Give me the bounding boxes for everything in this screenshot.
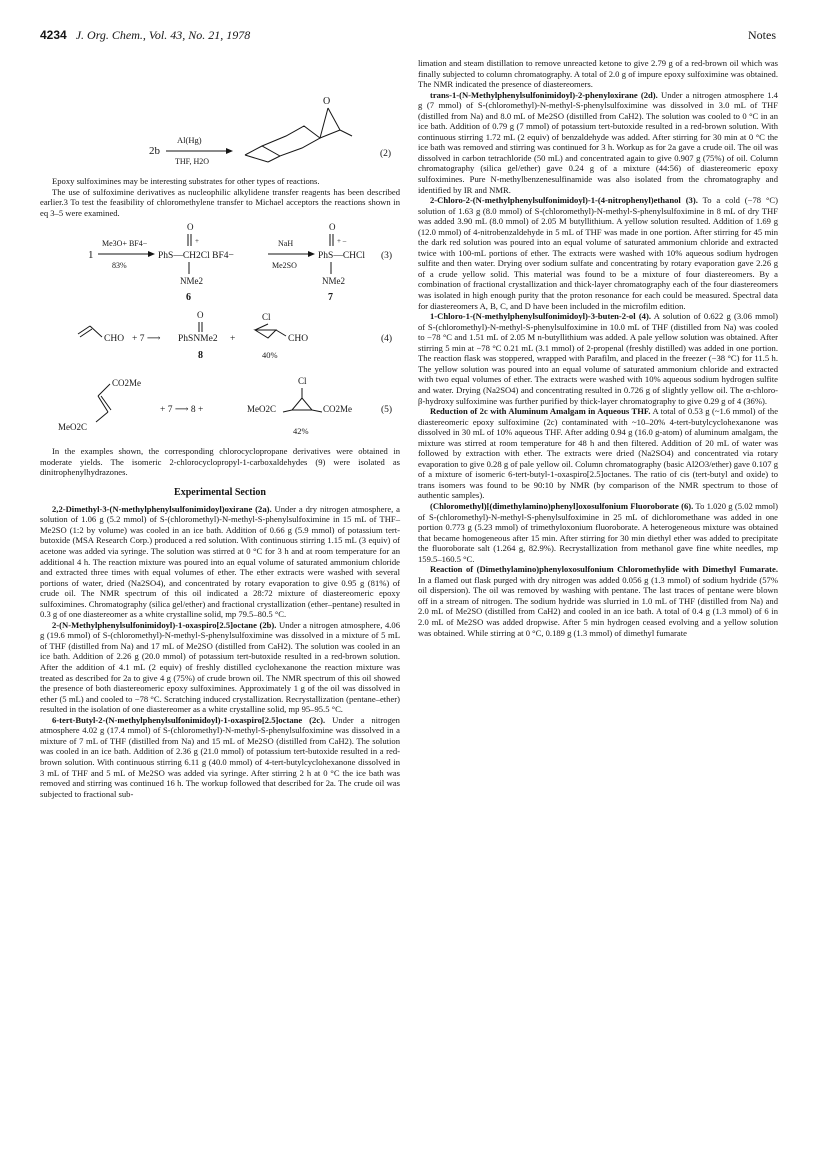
page-header bbox=[40, 28, 776, 42]
procedure-2c bbox=[40, 715, 400, 799]
eq5-cyclopropane-structure bbox=[283, 388, 322, 412]
right-column bbox=[418, 58, 778, 638]
eq3-arrowhead-1 bbox=[148, 251, 155, 257]
scheme-eq5 bbox=[40, 374, 400, 446]
eq2-reactant: 2b bbox=[149, 145, 160, 157]
procedure-3 bbox=[418, 195, 778, 311]
procedure-6-title: (Chloromethyl)[(dimethylamino)phenyl]oxosulfonium Fluoroborate (6). bbox=[430, 500, 694, 511]
eq2-substituent-bond bbox=[340, 130, 352, 136]
eq2-product-structure bbox=[245, 108, 352, 162]
eq4-o-top: O bbox=[197, 310, 204, 321]
procedure-2b-body: Under a nitrogen atmosphere, 4.06 g (19.6 mmol) of S-(chloromethyl)-N-methyl-S-phenylsulfoximine was dissolved in a mixture of 5 mL of THF (distilled from Na) and 17 mL of Me2SO (distilled from CaH2). The solution was cooled in an ice bath. Addition of 2.26 g (20.0 mmol) of potassium tert-butoxide resulted in a red-brown solution. After the addition of 4.1 mL (2 equiv) of freshly distilled cyclohexanone the reaction mixture was treated as described for 2a to give 4 g (75%) of crude brown oil. The NMR spectrum of this oil showed the presence of both diastereomeric epoxy sulfoximines. Approximately 1 g of the oil was dissolved in ether (5 mL) and cooled to −78 °C. Scratching induced crystallization. Recrystallization (pentane–ether) resulted in the isolation of one diastereomer as a white crystalline solid, mp 95–95.5 °C. bbox=[40, 619, 400, 715]
eq2-reagent-bottom: THF, H2O bbox=[175, 157, 210, 166]
eq2-svg bbox=[40, 58, 400, 176]
procedure-2a-body: Under a dry nitrogen atmosphere, a solution of 1.06 g (5.2 mmol) of S-(chloromethyl)-N-methyl-S-phenylsulfoximine in 15 mL of THF–Me2SO (1:2 by volume) was cooled in an ice bath. Addition of 0.66 g (5.9 mmol) of potassium tert-butoxide (MSA Research Corp.) produced a red solution. With continuous stirring 1.15 mL (3 equiv) of acetone was added via syringe. The solution was stirred at 0 °C for 3 h and at room temperature for an additional 4 h. The reaction mixture was poured into an equal volume of saturated ammonium chloride and extracted three times with equal volumes of ether. The ether extracts were washed with several portions of water, dried (Na2SO4), and concentrated by rotary evaporation to give 0.95 g (81%) of crude oil. The NMR spectrum of this oil indicated a 28:72 mixture of diastereomeric epoxy sulfoximines. Chromatography (silica gel/ether) and fractional crystallization (ether–pentane) resulted in 0.3 g of one diastereomer as a white crystalline solid, mp 79.5–80.5 °C. bbox=[40, 503, 400, 620]
eq4-number: (4) bbox=[381, 334, 393, 345]
eq2-epoxide-bond-c bbox=[320, 130, 340, 138]
eq3-plus-minus: + – bbox=[337, 237, 347, 246]
procedure-2d-body: Under a nitrogen atmosphere 1.4 g (7 mmol) of S-(chloromethyl)-N-methyl-S-phenylsulfoximine was dissolved in 3.0 mL of THF (distilled from Na) and 8.0 mL of Me2SO (distilled from CaH2). The solution was cooled to 0 °C in an ice bath. Addition of 0.79 g (7 mmol) of potassium tert-butoxide resulted in a red-brown solution. With continuous stirring 1.72 mL (2 equiv) of benzaldehyde was added. After stirring for 30 min at 0 °C the ice bath was removed and stirring was continued for 3 h. Workup as for 2a gave a crude oil. The oil was dissolved in carbon tetrachloride (50 mL) and concentrated again to give 0.907 g (75%) of oil. Column chromatography (silica gel/ether) gave 0.24 g of a mixture (44:56) of diastereomeric epoxy sulfoximines. Pure N-methylbenzenesulfinamide was also isolated from the chromatography and identified by IR and NMR. bbox=[418, 89, 778, 195]
eq5-ring bbox=[292, 398, 312, 410]
procedure-2b-title: 2-(N-Methylphenylsulfonimidoyl)-1-oxaspiro[2.5]octane (2b). bbox=[52, 619, 277, 630]
procedure-2c-body: Under a nitrogen atmosphere 4.02 g (17.4 mmol) of S-(chloromethyl)-N-methyl-S-phenylsulfoximine was dissolved in a mixture of 7 mL of THF (distilled from Na) and 15 mL of Me2SO (distilled from CaH2). The solution was cooled in an ice bath. Addition of 2.36 g (21.0 mmol) of potassium tert-butoxide resulted in a red-brown solution. With continuous stirring 6.11 g (40.0 mmol) of 4-tert-butylcyclohexanone dissolved in 3 mL of THF and 5 mL of Me2SO was added via syringe. After stirring 2 h at 0 °C the ice bath was removed and stirring was continued 16 h. The workup followed that described for 2a. The crude oil was subjected to fractional sub- bbox=[40, 714, 400, 799]
eq4-cho: CHO bbox=[288, 334, 309, 345]
procedure-fumarate-title: Reaction of (Dimethylamino)phenyloxosulfonium Chloromethylide with Dimethyl Fumarate. bbox=[430, 564, 778, 575]
eq2-oxygen-label: O bbox=[323, 96, 331, 107]
eq5-left-bond bbox=[283, 410, 292, 412]
eq4-cyclopropane-structure bbox=[255, 324, 286, 338]
eq3-product-a: PhS—CH2Cl BF4− bbox=[158, 251, 234, 262]
eq4-vinyl-bond-b bbox=[90, 326, 102, 337]
eq3-svg bbox=[40, 218, 400, 304]
running-head-left bbox=[40, 28, 250, 43]
intro-paragraph-3: In the examples shown, the corresponding chlorocyclopropane derivatives were obtained in moderate yields. The isomeric 2-chlorocyclopropyl-1-carboxaldehydes (9) were isolated as dinitrophenylhydrazones. bbox=[40, 446, 400, 478]
procedure-4-body: A solution of 0.622 g (3.06 mmol) of S-(chloromethyl)-N-methyl-S-phenylsulfoximine in 10.0 mL of THF (distilled from Na) was cooled to −78 °C and 1.51 mL of 2.05 M n-butyllithium was added. A pale yellow solution was obtained. After stirring 5 min at −78 °C 0.21 mL (3.1 mmol) of 2-propenal (freshly distilled) was added in one portion. The reaction flask was stoppered, wrapped with Parafilm, and placed in the freezer (−38 °C) for 11.5 h. The yellow solution was poured into an equal volume of saturated ammonium chloride and extracted with two equal volumes of ether. The extracts were washed with 10% aqueous sodium hydrogen sulfite and water. Drying (Na2SO4) and concentrating resulted in 0.726 g of slightly yellow oil. The α-chloro-β-hydroxy sulfoximine was further purified by thick-layer chromatography to give 0.29 g of 4 (36%). bbox=[418, 311, 778, 406]
procedure-fumarate-body: In a flamed out flask purged with dry nitrogen was added 0.056 g (1.3 mmol) of sodium hydride (57% oil dispersion). The oil was removed by washing with pentane. The last traces of pentane were blown off in a stream of nitrogen. The sodium hydride was slurried in 1.0 mL of THF (distilled from Na) and 2.0 mL of Me2SO (distilled from CaH2) and cooled in an ice bath. A total of 0.4 g (1.3 mmol) of 6 in 2.0 mL of Me2SO was added dropwise. After 5 min hydrogen ceased evolving and a yellow solution was obtained. While stirring at 0 °C, 0.189 g (1.3 mmol) of dimethyl fumarate bbox=[418, 574, 778, 638]
eq4-ring bbox=[255, 330, 276, 338]
eq3-number: (3) bbox=[381, 251, 393, 262]
eq5-right-bond bbox=[312, 410, 322, 412]
eq5-meo2c: MeO2C bbox=[58, 422, 87, 433]
eq5-number: (5) bbox=[381, 405, 393, 416]
eq4-acrolein-structure bbox=[78, 326, 102, 337]
scheme-eq2 bbox=[40, 58, 400, 176]
scheme-eq3 bbox=[40, 218, 400, 304]
eq4-plus: + bbox=[230, 334, 236, 345]
eq2-epoxide-bond-a bbox=[320, 108, 328, 138]
eq4-label: 8 bbox=[198, 350, 203, 362]
eq4-yield: 40% bbox=[262, 350, 278, 361]
eq3-nme2-a: NMe2 bbox=[180, 276, 203, 287]
eq3-arrowhead-2 bbox=[308, 251, 315, 257]
eq2-ring-bond-b bbox=[245, 155, 268, 162]
eq5-reaction: + 7 ⟶ 8 + bbox=[160, 405, 204, 416]
eq5-fumarate-structure bbox=[96, 384, 111, 422]
experimental-section-heading: Experimental Section bbox=[174, 486, 266, 498]
eq4-vinyl-bond-a2 bbox=[80, 329, 92, 337]
eq4-plus-seven: + 7 ⟶ bbox=[132, 334, 161, 345]
eq5-bond-c bbox=[96, 412, 108, 422]
eq2-number: (2) bbox=[380, 149, 392, 159]
procedure-fumarate bbox=[418, 564, 778, 638]
procedure-reduction bbox=[418, 406, 778, 501]
eq5-svg bbox=[40, 374, 400, 446]
procedure-2c-title: 6-tert-Butyl-2-(N-methylphenylsulfonimidoyl)-1-oxaspiro[2.5]octane (2c). bbox=[52, 714, 326, 725]
procedure-6 bbox=[418, 501, 778, 564]
eq5-co2me-prod: CO2Me bbox=[323, 404, 352, 415]
procedure-3-title: 2-Chloro-2-(N-methylphenylsulfonimidoyl)-1-(4-nitrophenyl)ethanol (3). bbox=[430, 195, 698, 206]
eq3-product-b: PhS—CHCl bbox=[318, 251, 365, 262]
eq3-o-top-b: O bbox=[329, 222, 336, 233]
eq3-label-a: 6 bbox=[186, 292, 191, 304]
procedure-2a-title: 2,2-Dimethyl-3-(N-methylphenylsulfonimidoyl)oxirane (2a). bbox=[52, 503, 272, 514]
eq4-cl-bond bbox=[255, 324, 268, 330]
eq2-reagent-top: Al(Hg) bbox=[177, 135, 202, 145]
left-column bbox=[40, 58, 400, 799]
procedure-reduction-title: Reduction of 2c with Aluminum Amalgam in Aqueous THF. bbox=[430, 406, 651, 417]
procedure-2a bbox=[40, 504, 400, 620]
eq3-yield: 83% bbox=[112, 261, 127, 271]
procedure-2d-title: trans-1-(N-Methylphenylsulfonimidoyl)-2-phenyloxirane (2d). bbox=[430, 89, 658, 100]
procedure-3-body: To a cold (−78 °C) solution of 1.63 g (8.0 mmol) of S-(chloromethyl)-N-methyl-S-phenylsulfoximine in 8 mL of dry THF was added 3.90 mL (8.0 mmol) of 2.05 M butyllithium. A yellow solution resulted. Addition of 1.69 g (12.0 mmol) of 4-nitrobenzaldehyde in 5 mL of THF was made in one portion. After stirring for 45 min the dark red solution was poured into an equal volume of saturated ammonium chloride and extracted twice with 100-mL portions of ether. The extracts were washed with 10% aqueous sodium hydrogen sulfite and then water. Drying over sodium sulfate and concentrating by rotary evaporation gave 2.26 g of a crude yellow solid. This material was found to be a mixture of four diastereomers. By a combination of fractional crystallization and thick-layer chromatography each of the four diastereomers was isolated in high enough purity that the proton resonance for each could be measured. Spectral data for diastereomers A, B, C, and D have been included in the microfilm edition. bbox=[418, 195, 779, 311]
eq3-nah: NaH bbox=[278, 239, 294, 249]
eq4-cl: Cl bbox=[262, 312, 271, 323]
eq2-epoxide-bond-b bbox=[328, 108, 340, 130]
procedure-2c-continued: limation and steam distillation to remove unreacted ketone to give 2.79 g of a red-brown oil which was finally subjected to column chromatography. A total of 2.0 g of impure epoxy sulfoximine was obtained. The NMR indicated the presence of diastereomers. bbox=[418, 58, 778, 90]
eq4-cho-bond bbox=[276, 330, 286, 336]
eq2-ring-bonds bbox=[245, 126, 320, 156]
section-label: Notes bbox=[748, 28, 776, 42]
procedure-4 bbox=[418, 311, 778, 406]
eq3-o-top-a: O bbox=[187, 222, 194, 233]
procedure-reduction-body: A total of 0.53 g (~1.6 mmol) of the diastereomeric epoxy sulfoximine (2c) contaminated with ~10–20% 4-tert-butylcyclohexanone was dissolved in 30 mL of 10% aqueous THF. After adding 0.94 g (16.0 g-atom) of aluminum amalgam, the mixture was stirred at room temperature for 48 h and then filtered. Addition of 20 mL of water was followed by extraction with ether. The extracts were dried (Na2SO4) and concentrated via rotary evaporation to give 0.28 g of pale yellow oil. Column chromatography (basic Al2O3/ether) gave 0.107 g of a mixture of isomeric 6-tert-butyl-1-oxaspiro[2.5]octanes. The ratio of cis (tert-butyl and oxide) to trans isomers was found to be 90:10 by NMR (by comparison of the NMR spectrum to those of authentic samples). bbox=[418, 406, 779, 501]
eq4-vinyl-bond-a bbox=[78, 326, 90, 334]
scheme-eq4 bbox=[40, 304, 400, 374]
procedure-2b bbox=[40, 620, 400, 715]
procedure-2d bbox=[418, 90, 778, 195]
eq5-co2me-top: CO2Me bbox=[112, 378, 141, 389]
eq4-svg bbox=[40, 304, 400, 374]
eq3-reactant: 1 bbox=[88, 249, 94, 262]
eq5-bond-a bbox=[98, 384, 110, 396]
eq2-ring-bond-c bbox=[268, 156, 280, 162]
eq3-nme2-b: NMe2 bbox=[322, 276, 345, 287]
eq5-meo2c-prod: MeO2C bbox=[247, 404, 276, 415]
eq3-label-b: 7 bbox=[328, 292, 333, 304]
procedure-6-body: To 1.020 g (5.02 mmol) of S-(chloromethyl)-N-methyl-S-phenylsulfoximine in 25 mL of dichloromethane was added in one portion 0.773 g (5.23 mmol) of trimethyloxonium fluoroborate. A heterogeneous mixture was obtained that became homogeneous after 15 min. After stirring for 30 min diethyl ether was added to precipitate the fluoroborate salt (1.264 g, 82.9%). Recrystallization from methanol gave fine white needles, mp 159.5–160.5 °C. bbox=[418, 500, 778, 564]
procedure-4-title: 1-Chloro-1-(N-methylphenylsulfonimidoyl)-3-buten-2-ol (4). bbox=[430, 311, 651, 322]
eq3-solvent: Me2SO bbox=[272, 261, 297, 271]
eq5-cl: Cl bbox=[298, 376, 307, 387]
page-number: 4234 bbox=[40, 28, 67, 42]
eq3-reagent-top: Me3O+ BF4− bbox=[102, 239, 148, 249]
eq4-aldehyde: CHO bbox=[104, 334, 125, 345]
journal-citation: J. Org. Chem., Vol. 43, No. 21, 1978 bbox=[75, 28, 251, 42]
intro-paragraph-2: The use of sulfoximine derivatives as nucleophilic alkylidene transfer reagents has been described earlier.3 To test the feasibility of chloromethylene transfer to Michael acceptors the reactions shown in eq 3–5 were examined. bbox=[40, 186, 400, 218]
eq4-reagent: PhSNMe2 bbox=[178, 334, 218, 345]
intro-paragraph-1: Epoxy sulfoximines may be interesting substrates for other types of reactions. bbox=[52, 176, 320, 186]
eq2-arrowhead bbox=[226, 148, 233, 154]
eq5-yield: 42% bbox=[293, 426, 309, 437]
eq3-plus-a: + bbox=[195, 237, 199, 246]
